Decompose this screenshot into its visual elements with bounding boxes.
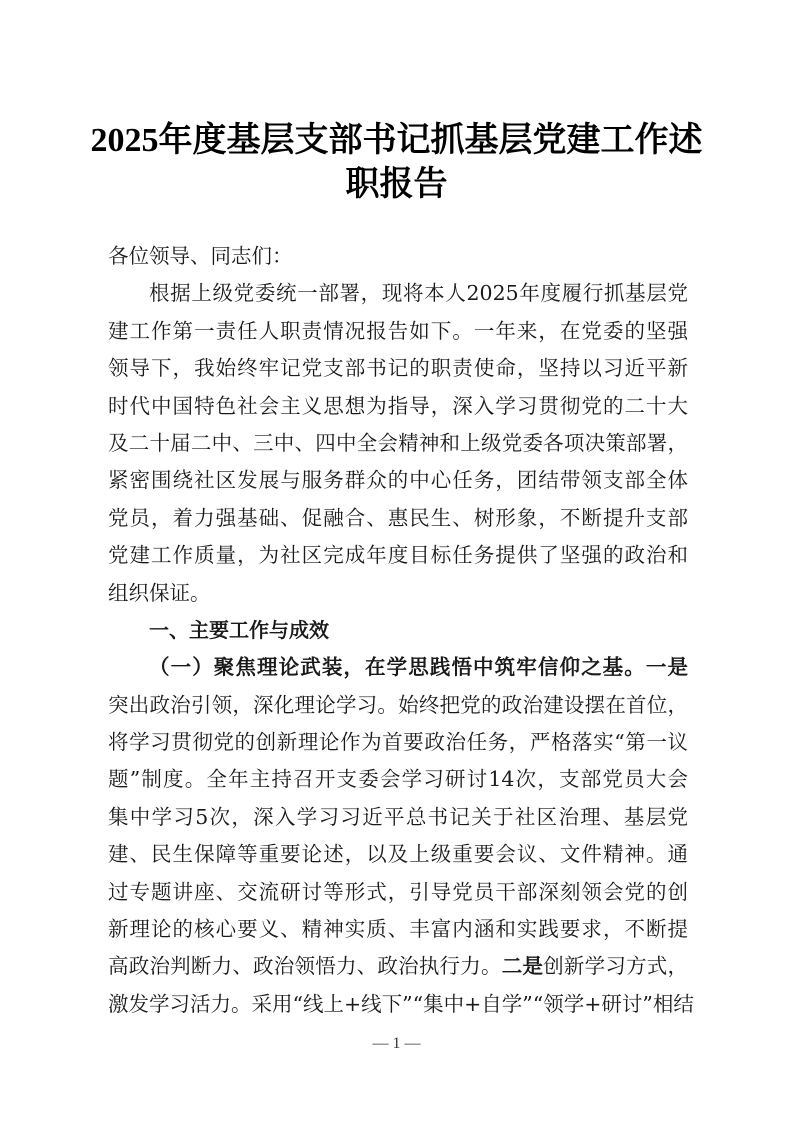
intro-line: 组织保证。 — [108, 580, 211, 605]
body-line: 建、民生保障等重要论述，以及上级重要会议、文件精神。通 — [108, 842, 688, 867]
intro-line: 建工作第一责任人职责情况报告如下。一年来，在党委的坚强 — [108, 318, 688, 343]
intro-line: 党建工作质量，为社区完成年度目标任务提供了坚强的政治和 — [108, 543, 688, 568]
intro-line: 党员，着力强基础、促融合、惠民生、树形象，不断提升支部 — [108, 505, 688, 530]
section-heading: 一、主要工作与成效 — [149, 617, 329, 642]
body-text: 创新学习方式， — [543, 954, 689, 979]
body-line: 过专题讲座、交流研讨等形式，引导党员干部深刻领会党的创 — [108, 879, 688, 904]
document-title-line-2: 职报告 — [345, 166, 448, 203]
intro-line: 领导下，我始终牢记党支部书记的职责使命，坚持以习近平新 — [108, 356, 688, 381]
document-title-line-1: 2025年度基层支部书记抓基层党建工作述 — [90, 122, 703, 159]
body-line: 集中学习5次，深入学习习近平总书记关于社区治理、基层党 — [108, 804, 688, 829]
salutation: 各位领导、同志们： — [108, 244, 293, 268]
subsection-heading: （一）聚焦理论武装，在学思践悟中筑牢信仰之基。一是 — [149, 655, 688, 680]
intro-line: 时代中国特色社会主义思想为指导，深入学习贯彻党的二十大 — [108, 393, 688, 418]
body-text: 高政治判断力、政治领悟力、政治执行力。 — [108, 954, 502, 979]
intro-line: 及二十届二中、三中、四中全会精神和上级党委各项决策部署， — [108, 430, 688, 455]
intro-line: 紧密围绕社区发展与服务群众的中心任务，团结带领支部全体 — [108, 468, 688, 493]
body-line: 将学习贯彻党的创新理论作为首要政治任务，严格落实“第一议 — [108, 730, 688, 755]
body-line: 激发学习活力。采用“线上+线下”“集中+自学”“领学+研讨”相结 — [108, 991, 694, 1016]
inline-bold-marker: 二是 — [501, 954, 544, 979]
body-line: 题”制度。全年主持召开支委会学习研讨14次，支部党员大会 — [108, 767, 688, 792]
page-number: — 1 — — [372, 1035, 421, 1052]
body-line — [108, 948, 688, 985]
body-line: 新理论的核心要义、精神实质、丰富内涵和实践要求，不断提 — [108, 917, 688, 942]
body-line: 突出政治引领，深化理论学习。始终把党的政治建设摆在首位， — [108, 692, 688, 717]
document-body — [108, 238, 694, 1023]
intro-line: 根据上级党委统一部署，现将本人2025年度履行抓基层党 — [149, 281, 688, 306]
